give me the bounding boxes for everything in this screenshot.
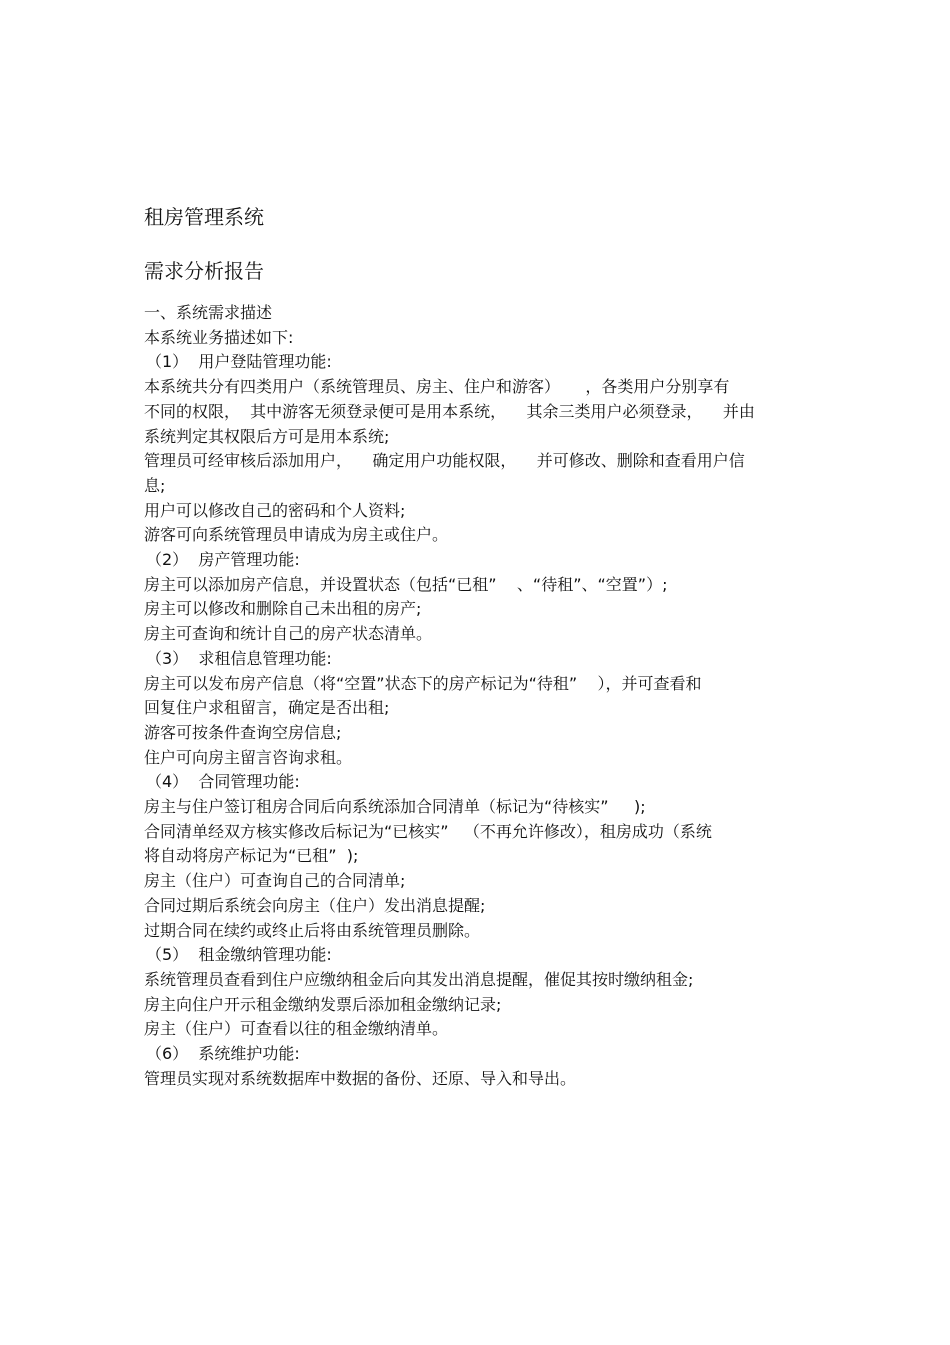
document-title: 租房管理系统 — [144, 205, 264, 229]
paragraph-line: 息; — [144, 475, 166, 495]
paragraph-line: 房主与住户签订租房合同后向系统添加合同清单（标记为“待核实” ); — [144, 797, 646, 817]
paragraph-line: 游客可按条件查询空房信息; — [144, 722, 342, 742]
paragraph-line: 将自动将房产标记为“已租” ); — [144, 846, 359, 866]
paragraph-line: 房主（住户）可查询自己的合同清单; — [144, 871, 406, 891]
paragraph-line: 房主可以发布房产信息（将“空置”状态下的房产标记为“待租” ），并可查看和 — [144, 673, 702, 693]
paragraph-line: 住户可向房主留言咨询求租。 — [144, 747, 353, 767]
paragraph-line: 系统管理员查看到住户应缴纳租金后向其发出消息提醒，催促其按时缴纳租金; — [144, 969, 694, 989]
paragraph-line: 游客可向系统管理员申请成为房主或住户。 — [144, 525, 449, 545]
paragraph-line: 系统判定其权限后方可是用本系统; — [144, 426, 390, 446]
paragraph-line: 过期合同在续约或终止后将由系统管理员删除。 — [144, 920, 481, 940]
paragraph-line: 房主可以修改和删除自己未出租的房产; — [144, 599, 422, 619]
paragraph-line: 合同清单经双方核实修改后标记为“已核实” （不再允许修改），租房成功（系统 — [144, 821, 712, 841]
subsection-heading: （6） 系统维护功能: — [146, 1044, 300, 1064]
paragraph-line: 管理员实现对系统数据库中数据的备份、还原、导入和导出。 — [144, 1068, 577, 1088]
paragraph-line: 房主向住户开示租金缴纳发票后添加租金缴纳记录; — [144, 994, 502, 1014]
paragraph-line: 管理员可经审核后添加用户， 确定用户功能权限， 并可修改、删除和查看用户信 — [144, 451, 745, 471]
document-body — [144, 301, 814, 1092]
paragraph-line: 本系统业务描述如下: — [144, 327, 294, 347]
document-content — [144, 203, 814, 1092]
subsection-heading: （3） 求租信息管理功能: — [146, 648, 332, 668]
subsection-heading: （5） 租金缴纳管理功能: — [146, 945, 332, 965]
paragraph-line: 回复住户求租留言，确定是否出租; — [144, 698, 390, 718]
document-subtitle: 需求分析报告 — [144, 259, 264, 283]
paragraph-line: 房主可查询和统计自己的房产状态清单。 — [144, 624, 433, 644]
paragraph-line: 本系统共分有四类用户（系统管理员、房主、住户和游客） ，各类用户分别享有 — [144, 377, 730, 397]
paragraph-line: 不同的权限， 其中游客无须登录便可是用本系统， 其余三类用户必须登录， 并由 — [144, 401, 755, 421]
subsection-heading: （4） 合同管理功能: — [146, 772, 300, 792]
subsection-heading: （1） 用户登陆管理功能: — [146, 352, 332, 372]
paragraph-line: 合同过期后系统会向房主（住户）发出消息提醒; — [144, 895, 486, 915]
paragraph-line: 房主（住户）可查看以往的租金缴纳清单。 — [144, 1019, 449, 1039]
paragraph-line: 用户可以修改自己的密码和个人资料; — [144, 500, 406, 520]
section-heading: 一、系统需求描述 — [144, 303, 273, 322]
subsection-heading: （2） 房产管理功能: — [146, 550, 300, 570]
paragraph-line: 房主可以添加房产信息，并设置状态（包括“已租” 、“待租”、“空置”）; — [144, 574, 668, 594]
